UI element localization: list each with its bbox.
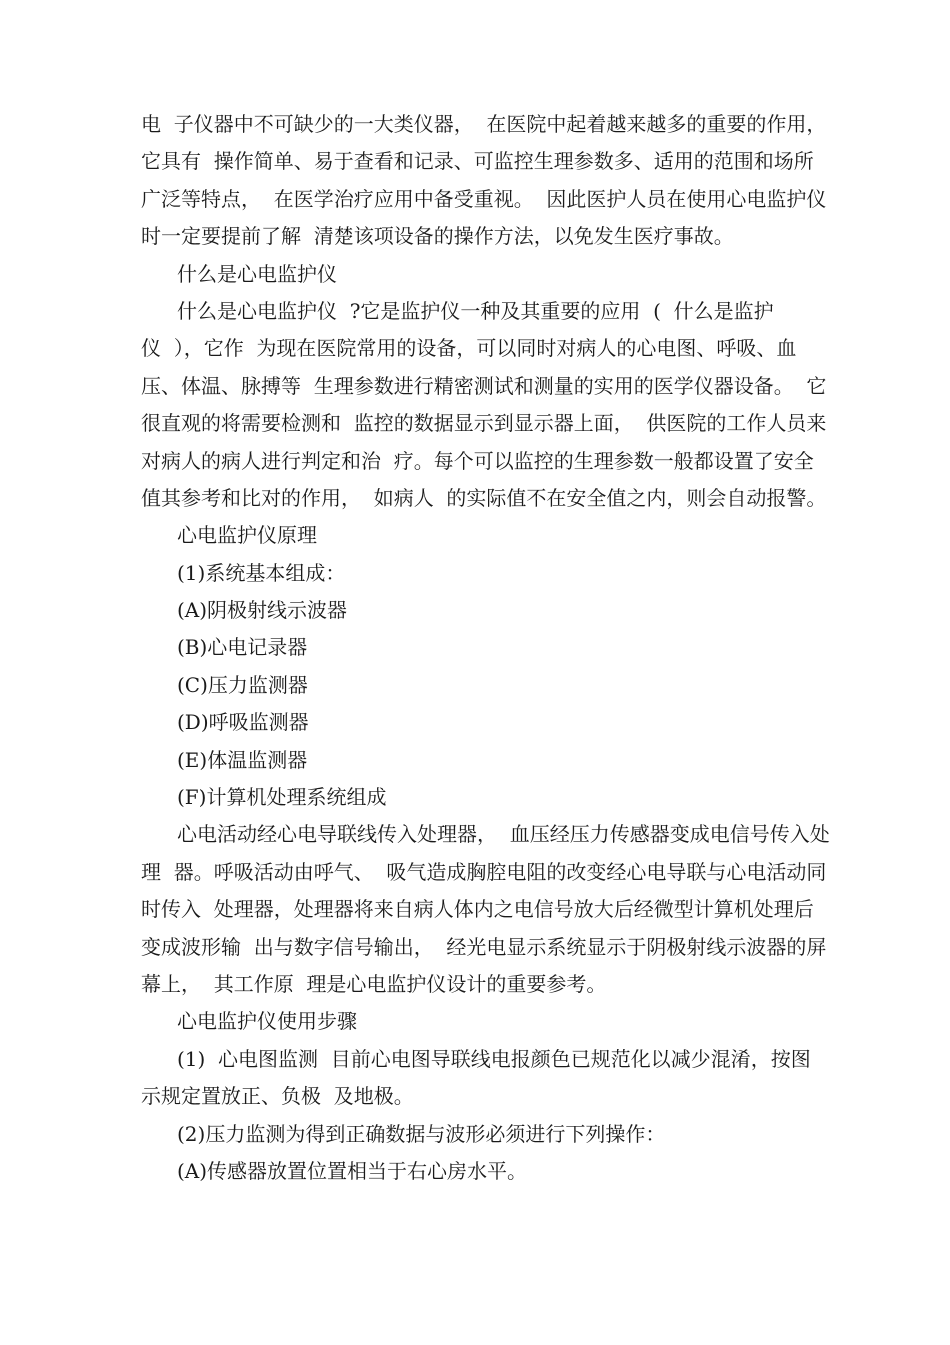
text-line: 电 子仪器中不可缺少的一大类仪器， 在医院中起着越来越多的重要的作用， bbox=[141, 112, 827, 136]
text-line: 什么是心电监护仪 bbox=[177, 261, 337, 286]
text-line: 它具有 操作简单、易于查看和记录、可监控生理参数多、适用的范围和场所 bbox=[141, 149, 814, 174]
text-line: 示规定置放正、负极 及地极。 bbox=[141, 1084, 414, 1109]
text-line: (A)传感器放置位置相当于右心房水平。 bbox=[177, 1158, 528, 1183]
text-line: (A)阴极射线示波器 bbox=[177, 598, 348, 623]
text-line: (C)压力监测器 bbox=[177, 672, 308, 697]
text-line: (D)呼吸监测器 bbox=[177, 710, 309, 735]
text-line: (F)计算机处理系统组成 bbox=[177, 785, 387, 810]
document-body bbox=[141, 106, 830, 1190]
text-line: 时传入 处理器，处理器将来自病人体内之电信号放大后经微型计算机处理后 bbox=[141, 897, 814, 922]
text-line: (B)心电记录器 bbox=[177, 635, 308, 660]
text-line: 心电监护仪原理 bbox=[177, 523, 317, 548]
text-line: 广泛等特点， 在医学治疗应用中备受重视。 因此医护人员在使用心电监护仪 bbox=[141, 186, 827, 211]
text-line: 很直观的将需要检测和 监控的数据显示到显示器上面， 供医院的工作人员来 bbox=[141, 411, 827, 436]
text-line: (1) 心电图监测 目前心电图导联线电报颜色已规范化以减少混淆，按图 bbox=[177, 1046, 811, 1071]
text-line: (2)压力监测为得到正确数据与波形必须进行下列操作： bbox=[177, 1121, 666, 1146]
text-line: 什么是心电监护仪 ?它是监护仪一种及其重要的应用 ( 什么是监护 bbox=[177, 298, 774, 323]
text-line: (1)系统基本组成： bbox=[177, 560, 346, 585]
text-line: 幕上， 其工作原 理是心电监护仪设计的重要参考。 bbox=[141, 971, 607, 996]
text-line: 理 器。呼吸活动由呼气、 吸气造成胸腔电阻的改变经心电导联与心电活动同 bbox=[141, 859, 827, 884]
text-line: 值其参考和比对的作用， 如病人 的实际值不在安全值之内，则会自动报警。 bbox=[141, 485, 827, 510]
text-line: 心电监护仪使用步骤 bbox=[177, 1009, 357, 1034]
text-line: 对病人的病人进行判定和治 疗。每个可以监控的生理参数一般都设置了安全 bbox=[141, 448, 814, 473]
text-line: 压、体温、脉搏等 生理参数进行精密测试和测量的实用的医学仪器设备。 它 bbox=[141, 373, 827, 398]
text-line: 时一定要提前了解 清楚该项设备的操作方法，以免发生医疗事故。 bbox=[141, 224, 734, 249]
text-line: 变成波形输 出与数字信号输出， 经光电显示系统显示于阴极射线示波器的屏 bbox=[141, 934, 827, 959]
text-line: 心电活动经心电导联线传入处理器， 血压经压力传感器变成电信号传入处 bbox=[177, 822, 830, 847]
text-line: (E)体温监测器 bbox=[177, 747, 308, 772]
text-line: 仪 ），它作 为现在医院常用的设备，可以同时对病人的心电图、呼吸、血 bbox=[141, 336, 797, 361]
